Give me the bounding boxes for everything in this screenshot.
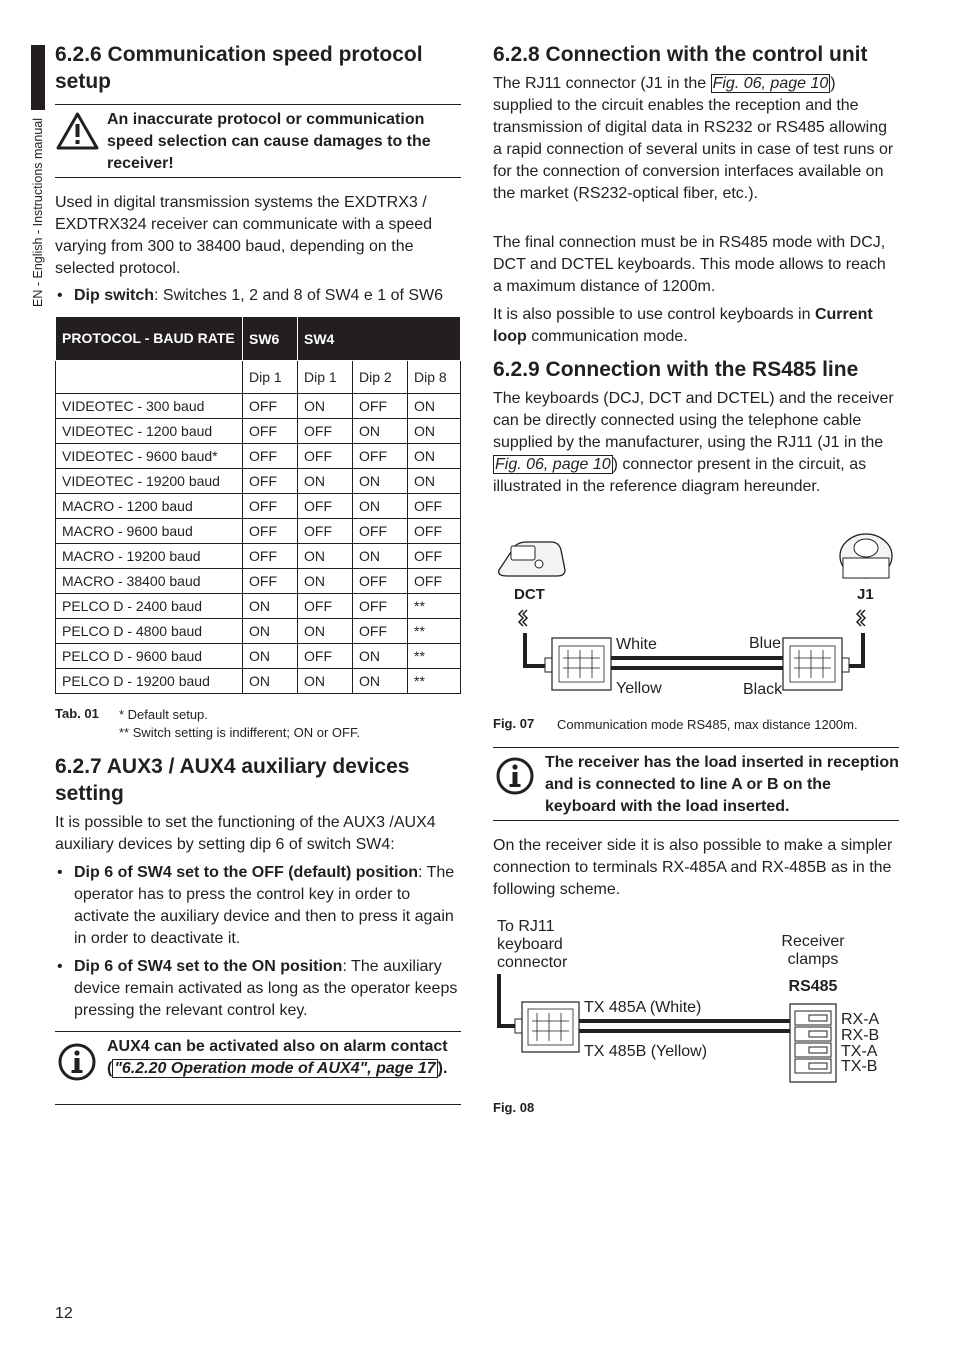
link-fig06[interactable]: Fig. 06, page 10	[495, 456, 611, 473]
label-blue: Blue	[749, 635, 782, 652]
p1-pre: The RJ11 connector (J1 in the	[493, 75, 711, 92]
table-cell: VIDEOTEC - 300 baud	[56, 394, 243, 419]
terminal-screw	[809, 1031, 827, 1037]
table-caption-label: Tab. 01	[55, 706, 99, 721]
table-cell: ON	[298, 394, 353, 419]
table-row	[56, 444, 461, 469]
table-cell: ON	[353, 644, 408, 669]
table-row	[56, 394, 461, 419]
label-terminal: TX-A	[841, 1043, 878, 1060]
label-connector: connector	[497, 954, 568, 971]
table-cell: OFF	[353, 394, 408, 419]
list-item	[55, 285, 461, 307]
bullet-text: : The operator has to press the control key in order to activate the auxiliary device and then to press it again in order to deactivate it.	[74, 864, 455, 947]
p3-pre: It is also possible to use control keyboards in	[493, 306, 815, 323]
table-subheader: Dip 1	[243, 361, 298, 394]
p1-pre: The keyboards (DCJ, DCT and DCTEL) and the receiver can be directly connected using the telephone cable supplied by the manufacturer, using the RJ11 (J1 in the	[493, 390, 894, 451]
table-cell: PELCO D - 9600 baud	[56, 644, 243, 669]
label-receiver: Receiver	[781, 933, 845, 950]
table-cell: OFF	[243, 419, 298, 444]
info-icon	[493, 756, 538, 796]
table-cell: ON	[408, 419, 461, 444]
terminal-screw	[809, 1015, 827, 1021]
table-cell: OFF	[243, 394, 298, 419]
table-cell: OFF	[243, 444, 298, 469]
table-cell: ON	[243, 619, 298, 644]
table-cell: OFF	[243, 569, 298, 594]
table-cell: OFF	[353, 444, 408, 469]
table-cell: ON	[353, 494, 408, 519]
label-tx-a: TX 485A (White)	[584, 999, 702, 1016]
table-cell: OFF	[408, 544, 461, 569]
cable-left	[525, 633, 545, 666]
table-cell: OFF	[243, 494, 298, 519]
fig08-label: Fig. 08	[493, 1100, 535, 1115]
table-cell: OFF	[408, 519, 461, 544]
table-row	[56, 644, 461, 669]
table-cell: **	[408, 669, 461, 694]
table-header: SW6	[243, 317, 298, 361]
table-cell: OFF	[298, 444, 353, 469]
table-cell: PELCO D - 4800 baud	[56, 619, 243, 644]
table-cell: ON	[243, 644, 298, 669]
cable-break-icon	[857, 610, 865, 626]
bullet-bold: Dip switch	[74, 287, 155, 304]
table-row	[56, 419, 461, 444]
table-cell: OFF	[353, 594, 408, 619]
info-box-aux4	[55, 1031, 461, 1105]
aux-list	[55, 862, 461, 1022]
section-629-title: 6.2.9 Connection with the RS485 line	[493, 358, 859, 381]
label-terminal: TX-B	[841, 1058, 878, 1075]
label-keyboard: keyboard	[497, 936, 563, 953]
info-box-receiver	[493, 747, 899, 821]
table-cell: OFF	[298, 419, 353, 444]
bullet-text: : Switches 1, 2 and 8 of SW4 e 1 of SW6	[154, 287, 444, 304]
label-terminal: RX-B	[841, 1027, 880, 1044]
keyboard-icon	[499, 542, 565, 576]
fig07-caption-text: Communication mode RS485, max distance 1200m.	[557, 717, 858, 732]
warning-text: An inaccurate protocol or communication speed selection can cause damages to the receiver!	[107, 111, 431, 172]
table-cell: PELCO D - 19200 baud	[56, 669, 243, 694]
rj11-plug	[515, 1019, 522, 1033]
p3-bold: Current loop	[493, 306, 873, 345]
table-cell: ON	[298, 569, 353, 594]
table-row	[56, 594, 461, 619]
label-dct: DCT	[514, 586, 545, 603]
fig07-diagram	[493, 528, 899, 703]
sidebar-label: EN - English - Instructions manual	[31, 118, 45, 307]
table-cell: **	[408, 594, 461, 619]
label-terminal: RX-A	[841, 1011, 880, 1028]
section-627-title: 6.2.7 AUX3 / AUX4 auxiliary devices setting	[55, 755, 410, 805]
table-cell: ON	[298, 469, 353, 494]
table-row	[56, 544, 461, 569]
table-cell: ON	[408, 444, 461, 469]
bullet-bold: Dip 6 of SW4 set to the OFF (default) position	[74, 864, 418, 881]
rj11-plug	[545, 658, 552, 672]
list-item	[55, 862, 461, 950]
list-item	[55, 956, 461, 1022]
table-cell: ON	[353, 669, 408, 694]
section-626-title: 6.2.6 Communication speed protocol setup	[55, 43, 423, 93]
rj11-connector	[522, 1002, 579, 1052]
table-cell: OFF	[353, 519, 408, 544]
table-row	[56, 494, 461, 519]
link-aux4[interactable]: "6.2.20 Operation mode of AUX4", page 17	[114, 1060, 436, 1077]
table-subheader: Dip 8	[408, 361, 461, 394]
table-cell: ON	[353, 544, 408, 569]
table-cell: VIDEOTEC - 19200 baud	[56, 469, 243, 494]
table-cell: ON	[353, 419, 408, 444]
bullet-bold: Dip 6 of SW4 set to the ON position	[74, 958, 343, 975]
section-629-p2: On the receiver side it is also possible to make a simpler connection to terminals RX-485A and RX-485B as in the following scheme.	[493, 837, 893, 898]
table-cell: PELCO D - 2400 baud	[56, 594, 243, 619]
info-text: The receiver has the load inserted in reception and is connected to line A or B on the keyboard with the load inserted.	[545, 754, 899, 815]
info-text	[107, 1036, 461, 1080]
sidebar-label-wrap	[31, 118, 45, 338]
table-caption-line: * Default setup.	[119, 707, 208, 722]
label-black: Black	[743, 681, 783, 698]
table-cell: **	[408, 644, 461, 669]
section-628-p3	[493, 304, 899, 348]
dip-switch-list	[55, 285, 461, 307]
table-row	[56, 669, 461, 694]
table-subheader: Dip 1	[298, 361, 353, 394]
table-cell: OFF	[298, 519, 353, 544]
table-cell: ON	[243, 669, 298, 694]
bullet-text: : The auxiliary device remain activated as long as the operator keeps pressing the relevant control key.	[74, 958, 458, 1019]
p1-post: ) connector present in the circuit, as illustrated in the reference diagram hereunder.	[493, 456, 867, 495]
table-subheader	[56, 361, 243, 394]
table-cell: OFF	[298, 644, 353, 669]
table-subheader: Dip 2	[353, 361, 408, 394]
table-cell: OFF	[353, 569, 408, 594]
protocol-table	[55, 316, 461, 694]
label-tx-b: TX 485B (Yellow)	[584, 1043, 708, 1060]
table-caption-line: ** Switch setting is indifferent; ON or OFF.	[119, 725, 361, 740]
section-629-p1	[493, 388, 899, 498]
table-cell: OFF	[243, 469, 298, 494]
cable-break-icon	[519, 610, 527, 626]
table-cell: ON	[408, 469, 461, 494]
page-number: 12	[55, 1305, 73, 1322]
table-cell: ON	[408, 394, 461, 419]
fig07-label: Fig. 07	[493, 716, 535, 731]
label-white: White	[616, 636, 657, 653]
terminal-screw	[809, 1047, 827, 1053]
table-cell: ON	[298, 544, 353, 569]
table-row	[56, 619, 461, 644]
info-text-post: ).	[437, 1060, 448, 1077]
section-628-p1	[493, 73, 899, 205]
table-cell: ON	[243, 594, 298, 619]
table-cell: OFF	[298, 494, 353, 519]
fig08-diagram	[493, 912, 899, 1088]
label-yellow: Yellow	[616, 680, 662, 697]
section-627-intro: It is possible to set the functioning of the AUX3 /AUX4 auxiliary devices by setting dip 6 of switch SW4:	[55, 814, 436, 853]
table-row	[56, 519, 461, 544]
table-row	[56, 469, 461, 494]
info-text-pre: AUX4 can be activated also on alarm contact (	[107, 1038, 448, 1077]
label-clamps: clamps	[787, 951, 839, 968]
table-row	[56, 569, 461, 594]
section-626-intro: Used in digital transmission systems the EXDTRX3 / EXDTRX324 receiver can communicate with a speed varying from 300 to 38400 baud, depending on the selected protocol.	[55, 194, 433, 277]
table-cell: OFF	[298, 594, 353, 619]
cable-right	[849, 633, 863, 666]
receiver-icon	[840, 534, 892, 578]
table-cell: OFF	[408, 569, 461, 594]
cable-keyboard	[499, 974, 515, 1026]
table-cell: MACRO - 9600 baud	[56, 519, 243, 544]
table-cell: OFF	[353, 619, 408, 644]
label-j1: J1	[857, 586, 874, 603]
table-header: PROTOCOL - BAUD RATE	[56, 317, 243, 361]
sidebar-bar	[31, 45, 45, 110]
table-body	[56, 394, 461, 694]
label-to-rj11: To RJ11	[497, 918, 555, 935]
table-cell: OFF	[408, 494, 461, 519]
warning-icon	[55, 111, 100, 151]
table-cell: VIDEOTEC - 9600 baud*	[56, 444, 243, 469]
section-628-p2: The final connection must be in RS485 mode with DCJ, DCT and DCTEL keyboards. This mode allows to reach a maximum distance of 1200m.	[493, 234, 886, 295]
table-cell: MACRO - 19200 baud	[56, 544, 243, 569]
link-fig06[interactable]: Fig. 06, page 10	[712, 75, 829, 92]
table-cell: ON	[298, 669, 353, 694]
table-cell: ON	[353, 469, 408, 494]
table-cell: OFF	[243, 519, 298, 544]
terminal-screw	[809, 1063, 827, 1069]
p3-post: communication mode.	[526, 328, 688, 345]
table-cell: MACRO - 38400 baud	[56, 569, 243, 594]
table-cell: VIDEOTEC - 1200 baud	[56, 419, 243, 444]
table-cell: OFF	[243, 544, 298, 569]
p1-post: ) supplied to the circuit enables the reception and the transmission of digital data in RS232 or RS485 allowing a rapid connection of several units in case of test runs or for the connection of conversion interfaces available on the market (RS232-optical fiber, etc.).	[493, 75, 894, 202]
info-icon	[55, 1042, 100, 1082]
warning-box	[55, 104, 461, 178]
rj11-plug	[842, 658, 849, 672]
table-cell: ON	[298, 619, 353, 644]
section-628-title: 6.2.8 Connection with the control unit	[493, 43, 868, 66]
label-rs485: RS485	[788, 978, 838, 995]
table-cell: **	[408, 619, 461, 644]
table-header: SW4	[298, 317, 461, 361]
table-cell: MACRO - 1200 baud	[56, 494, 243, 519]
